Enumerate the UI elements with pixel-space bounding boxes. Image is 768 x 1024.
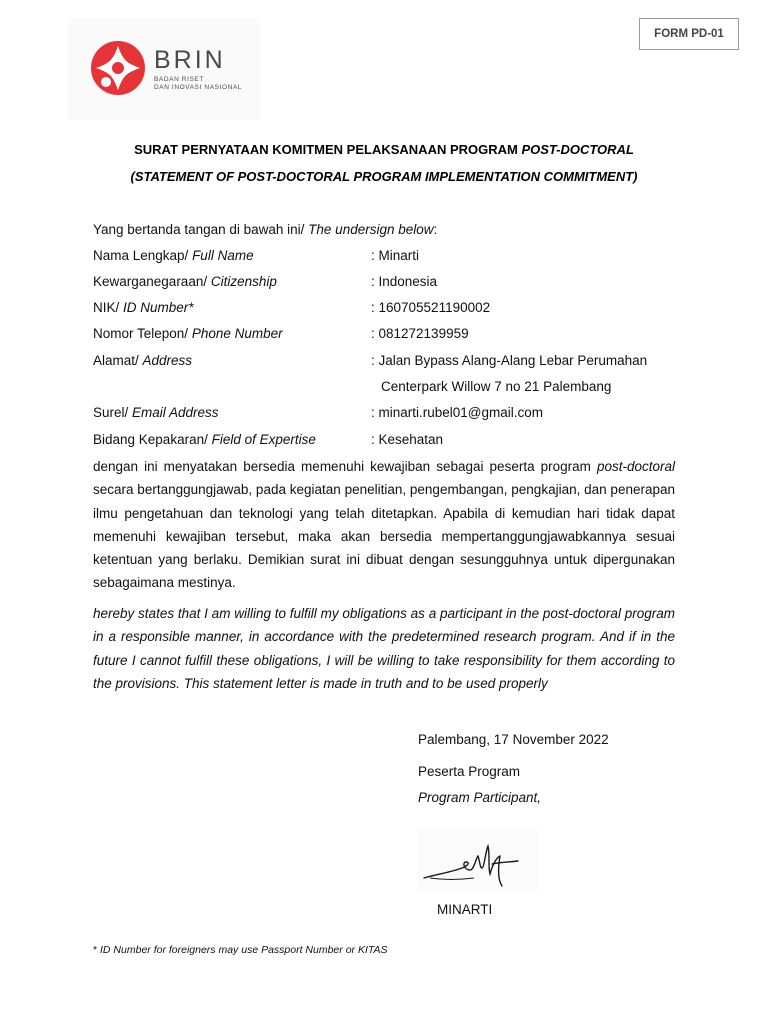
field-value-id-number: : 160705521190002	[371, 300, 491, 315]
field-label-en: Email Address	[132, 405, 219, 420]
field-label-en: ID Number*	[123, 300, 194, 315]
intro-line	[93, 222, 437, 237]
field-label-en: Address	[142, 353, 193, 368]
form-code-badge: FORM PD-01	[639, 18, 739, 50]
statement-english: hereby states that I am willing to fulfill my obligations as a participant in the post-doctoral program in a responsible manner, in accordance with the predetermined research program. And if in the future I cannot fulfill these obligations, I will be willing to take responsibility for them according to the provisions. This statement letter is made in truth and to be used properly	[93, 606, 675, 691]
field-label-id: NIK/	[93, 300, 124, 315]
field-label-citizenship	[93, 274, 277, 289]
field-label-phone	[93, 326, 283, 341]
brin-logo	[68, 18, 260, 120]
footnote-star: *	[93, 944, 101, 956]
title-line1-italic: POST-DOCTORAL	[521, 142, 634, 157]
field-label-en: Citizenship	[210, 274, 277, 289]
field-label-id-number	[93, 300, 194, 315]
field-label-email	[93, 405, 219, 420]
logo-subtitle-line1: BADAN RISET	[154, 76, 204, 83]
brin-logo-mark-icon	[88, 38, 148, 98]
field-value-address: : Jalan Bypass Alang-Alang Lebar Perumahan	[371, 353, 648, 368]
intro-text-en: The undersign below	[308, 222, 434, 237]
statement-indonesian	[93, 455, 675, 595]
footnote	[93, 944, 388, 956]
document-subtitle: (STATEMENT OF POST-DOCTORAL PROGRAM IMPLEMENTATION COMMITMENT)	[130, 169, 638, 184]
field-label-id: Alamat/	[93, 353, 143, 368]
field-label-full-name	[93, 248, 254, 263]
logo-subtitle-line2: DAN INOVASI NASIONAL	[154, 84, 243, 91]
intro-colon: :	[433, 222, 438, 237]
handwritten-signature	[418, 828, 538, 892]
field-value-email: : minarti.rubel01@gmail.com	[371, 405, 544, 420]
field-label-en: Field of Expertise	[211, 432, 316, 447]
field-label-id: Nomor Telepon/	[93, 326, 192, 341]
intro-text: Yang bertanda tangan di bawah ini/	[93, 222, 309, 237]
field-label-en: Phone Number	[191, 326, 283, 341]
logo-name: BRIN	[154, 46, 226, 74]
field-label-id: Surel/	[93, 405, 133, 420]
field-value-phone: : 081272139959	[371, 326, 469, 341]
field-label-id: Nama Lengkap/	[93, 248, 193, 263]
field-value-citizenship: : Indonesia	[371, 274, 438, 289]
statement-id-part2: secara bertanggungjawab, pada kegiatan penelitian, pengembangan, pengkajian, dan penerapan ilmu pengetahuan dan teknologi yang telah ditetapkan. Apabila di kemudian hari tidak dapat memenuhi kewajiban tersebut, maka akan bersedia mempertanggungjawabkannya sesuai ketentuan yang berlaku. Demikian surat ini dibuat dengan sesungguhnya untuk dipergunakan sebagaimana mestinya.	[93, 482, 675, 591]
field-label-id: Bidang Kepakaran/	[93, 432, 212, 447]
document-title	[0, 142, 768, 157]
field-label-address	[93, 353, 192, 368]
field-value-full-name: : Minarti	[371, 248, 420, 263]
field-label-expertise	[93, 432, 316, 447]
field-value-address-line2: Centerpark Willow 7 no 21 Palembang	[381, 379, 612, 394]
statement-id-part1: dengan ini menyatakan bersedia memenuhi kewajiban sebagai peserta program	[93, 459, 597, 474]
title-line1-prefix: SURAT PERNYATAAN KOMITMEN PELAKSANAAN PROGRAM	[134, 142, 522, 157]
field-value-expertise: : Kesehatan	[371, 432, 444, 447]
footnote-text: ID Number for foreigners may use Passport Number or KITAS	[100, 944, 388, 956]
signer-name: MINARTI	[437, 902, 493, 917]
field-label-id: Kewarganegaraan/	[93, 274, 211, 289]
signer-role-en: Program Participant,	[418, 790, 542, 805]
statement-id-italic: post-doctoral	[596, 459, 675, 474]
place-date: Palembang, 17 November 2022	[418, 732, 609, 747]
field-label-en: Full Name	[192, 248, 254, 263]
signer-role-id: Peserta Program	[418, 764, 521, 779]
